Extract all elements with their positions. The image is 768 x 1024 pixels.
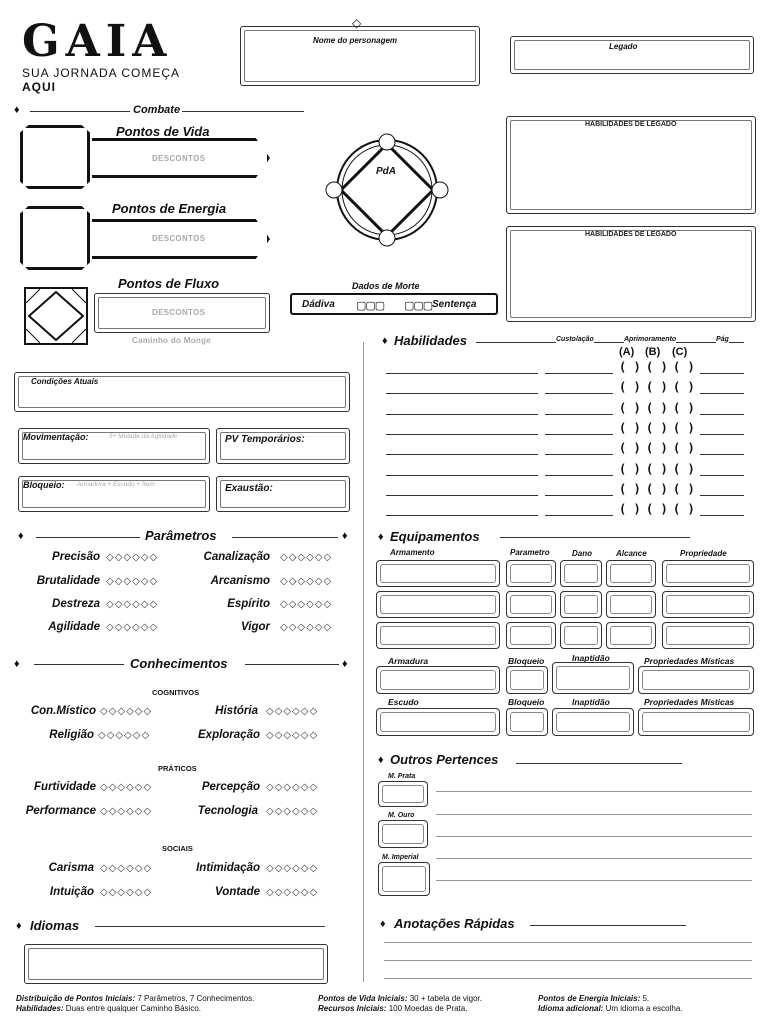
coin-imperial-cell[interactable] — [378, 862, 430, 896]
footer-pe-label: Pontos de Energia Iniciais: — [538, 994, 641, 1003]
equipment-heading: Equipamentos — [390, 529, 480, 544]
footer-pv-label: Pontos de Vida Iniciais: — [318, 994, 408, 1003]
armor-name-cell[interactable] — [376, 666, 500, 694]
pf-discount: DESCONTOS — [152, 308, 206, 317]
footer-abilities-label: Habilidades: — [16, 1004, 64, 1013]
ability-page-line[interactable] — [700, 393, 744, 394]
section-bullet-icon: ♦ — [378, 754, 384, 766]
ability-upgrade-b[interactable]: ( ) — [646, 461, 668, 476]
know-technology: Tecnologia — [197, 805, 258, 817]
column-divider — [363, 342, 364, 982]
weapon-cell[interactable] — [662, 560, 754, 587]
weapon-cell[interactable] — [376, 560, 500, 587]
section-bullet-icon: ♦ — [18, 530, 24, 542]
ability-upgrade-c[interactable]: ( ) — [673, 441, 695, 456]
weapon-cell[interactable] — [606, 560, 656, 587]
ability-page-line[interactable] — [700, 434, 744, 435]
ability-name-line[interactable] — [386, 414, 538, 415]
abilities-cost-header: Custo/ação — [556, 336, 594, 343]
know-history: História — [215, 705, 258, 717]
footer-initial-points-label: Distribuição de Pontos Iniciais: — [16, 994, 136, 1003]
section-bullet-icon: ♦ — [14, 104, 20, 116]
pe-box[interactable] — [20, 206, 90, 270]
ability-upgrade-a[interactable]: ( ) — [619, 420, 641, 435]
pv-title: Pontos de Vida — [116, 124, 210, 139]
knowledge-group-practical: PRÁTICOS — [158, 764, 197, 773]
param-channeling: Canalização — [203, 551, 270, 563]
footer-language-label: Idioma adicional: — [538, 1004, 604, 1013]
upgrade-b-header: (B) — [645, 346, 661, 358]
ability-cost-line[interactable] — [545, 434, 613, 435]
pv-discount: DESCONTOS — [152, 154, 206, 163]
knowledge-group-cognitive: COGNITIVOS — [152, 688, 200, 697]
weapon-col-damage: Dano — [572, 549, 592, 558]
ability-upgrade-b[interactable]: ( ) — [646, 400, 668, 415]
abilities-upgrade-header: Aprimoramento — [624, 336, 677, 343]
ability-page-line[interactable] — [700, 454, 744, 455]
section-bullet-icon: ♦ — [14, 658, 20, 670]
logo-tagline: SUA JORNADA COMEÇA — [22, 66, 180, 80]
ability-upgrade-a[interactable]: ( ) — [619, 360, 641, 374]
ability-upgrade-b[interactable]: ( ) — [646, 380, 668, 395]
shield-name-cell[interactable] — [376, 708, 500, 736]
weapon-cell[interactable] — [506, 622, 556, 649]
footer-pv: 30 + tabela de vigor. — [407, 994, 482, 1003]
param-precision-points[interactable]: ◇◇◇◇◇◇ — [106, 552, 159, 563]
section-bullet-icon: ♦ — [382, 335, 388, 347]
abilities-heading: Habilidades — [394, 333, 467, 348]
movement-hint: 5+ Metade da Agilidade — [109, 433, 178, 440]
know-mystic: Con.Místico — [30, 705, 96, 717]
know-charisma-points[interactable]: ◇◇◇◇◇◇ — [100, 863, 153, 874]
know-intuition-points[interactable]: ◇◇◇◇◇◇ — [100, 887, 153, 898]
exhaustion-box[interactable] — [216, 476, 350, 512]
ability-name-line[interactable] — [386, 475, 538, 476]
know-perception: Percepção — [201, 781, 260, 793]
pe-discount: DESCONTOS — [152, 234, 206, 243]
weapon-col-property: Propriedade — [680, 549, 727, 558]
belongings-line[interactable] — [436, 791, 752, 792]
ability-cost-line[interactable] — [545, 495, 613, 496]
footer-language: Um idioma a escolha. — [603, 1004, 683, 1013]
death-dice-blessing: Dádiva — [302, 299, 335, 310]
death-fail-checkboxes[interactable]: ▢▢▢ — [404, 300, 433, 312]
ability-name-line[interactable] — [386, 393, 538, 394]
ability-upgrade-c[interactable]: ( ) — [673, 481, 695, 496]
footer-pe: 5. — [640, 994, 650, 1003]
ability-upgrade-a[interactable]: ( ) — [619, 380, 641, 395]
weapon-cell[interactable] — [506, 591, 556, 618]
ability-upgrade-a[interactable]: ( ) — [619, 461, 641, 476]
legacy-abilities-box-2[interactable] — [506, 226, 756, 322]
movement-box[interactable] — [18, 428, 210, 464]
pf-note: Caminho do Monge — [132, 336, 212, 345]
coin-silver-cell[interactable] — [378, 781, 428, 807]
param-precision: Precisão — [52, 551, 100, 563]
param-arcanism-points[interactable]: ◇◇◇◇◇◇ — [280, 576, 333, 587]
ability-upgrade-c[interactable]: ( ) — [673, 461, 695, 476]
know-religion-points[interactable]: ◇◇◇◇◇◇ — [98, 730, 151, 741]
param-vigor: Vigor — [241, 621, 270, 633]
shield-col-inaptitude: Inaptidão — [572, 697, 610, 707]
abilities-page-header: Pág — [716, 336, 729, 343]
shield-col-name: Escudo — [388, 697, 419, 707]
death-dice-sentence: Sentença — [432, 299, 477, 310]
ability-page-line[interactable] — [700, 495, 744, 496]
ability-upgrade-c[interactable]: ( ) — [673, 360, 695, 374]
coin-silver-label: M. Prata — [388, 773, 416, 780]
ability-upgrade-c[interactable]: ( ) — [673, 380, 695, 395]
param-brutality: Brutalidade — [36, 575, 100, 587]
weapon-cell[interactable] — [560, 622, 602, 649]
ability-name-line[interactable] — [386, 515, 538, 516]
section-bullet-icon: ♦ — [380, 918, 386, 930]
weapon-col-range: Alcance — [616, 549, 647, 558]
notes-heading: Anotações Rápidas — [394, 916, 515, 931]
param-dexterity: Destreza — [52, 598, 100, 610]
know-will: Vontade — [215, 886, 260, 898]
param-vigor-points[interactable]: ◇◇◇◇◇◇ — [280, 622, 333, 633]
belongings-line[interactable] — [436, 880, 752, 881]
ability-page-line[interactable] — [700, 475, 744, 476]
block-hint: Armadura + Escudo + Item — [77, 481, 155, 488]
shield-mystic-cell[interactable] — [638, 708, 754, 736]
coin-imperial-label: M. Imperial — [382, 854, 419, 861]
pf-diamond-icon — [26, 289, 86, 343]
ability-upgrade-c[interactable]: ( ) — [673, 420, 695, 435]
pv-box[interactable] — [20, 125, 90, 189]
know-intimidation-points[interactable]: ◇◇◇◇◇◇ — [266, 863, 319, 874]
footer-resources: 100 Moedas de Prata. — [386, 1004, 468, 1013]
upgrade-a-header: (A) — [619, 346, 635, 358]
armor-col-name: Armadura — [388, 656, 429, 666]
logo-tagline-bold: AQUI — [22, 80, 56, 94]
ability-upgrade-b[interactable]: ( ) — [646, 502, 668, 517]
know-stealth-points[interactable]: ◇◇◇◇◇◇ — [100, 782, 153, 793]
conditions-box[interactable] — [14, 372, 350, 412]
logo — [22, 16, 202, 94]
legacy-label: Legado — [609, 42, 638, 51]
knowledge-group-social: SOCIAIS — [162, 844, 193, 853]
ability-cost-line[interactable] — [545, 515, 613, 516]
know-history-points[interactable]: ◇◇◇◇◇◇ — [266, 706, 319, 717]
ability-name-line[interactable] — [386, 434, 538, 435]
shield-inaptitude-cell[interactable] — [552, 708, 634, 736]
know-stealth: Furtividade — [34, 781, 96, 793]
block-box[interactable] — [18, 476, 210, 512]
pda-emblem[interactable] — [322, 132, 452, 250]
footer-left — [16, 994, 254, 1014]
section-bullet-icon: ♦ — [378, 531, 384, 543]
combat-heading: Combate — [133, 104, 181, 116]
param-agility: Agilidade — [48, 621, 100, 633]
diamond-ornament-icon: ◇ — [352, 16, 362, 30]
ability-upgrade-c[interactable]: ( ) — [673, 502, 695, 517]
notes-line[interactable] — [384, 978, 752, 979]
armor-col-inaptitude: Inaptidão — [572, 653, 610, 663]
belongings-line[interactable] — [436, 814, 752, 815]
notes-line[interactable] — [384, 960, 752, 961]
parameters-heading: Parâmetros — [145, 528, 217, 543]
know-performance-points[interactable]: ◇◇◇◇◇◇ — [100, 806, 153, 817]
ability-upgrade-a[interactable]: ( ) — [619, 481, 641, 496]
block-label: Bloqueio: — [23, 480, 65, 490]
pf-title: Pontos de Fluxo — [118, 276, 220, 291]
armor-col-mystic: Propriedades Místicas — [644, 656, 735, 666]
param-spirit-points[interactable]: ◇◇◇◇◇◇ — [280, 599, 333, 610]
weapon-cell[interactable] — [606, 591, 656, 618]
coin-gold-cell[interactable] — [378, 820, 428, 848]
weapon-cell[interactable] — [662, 591, 754, 618]
movement-label: Movimentação: — [23, 432, 89, 442]
footer-initial-points: 7 Parâmetros, 7 Conhecimentos. — [135, 994, 255, 1003]
ability-cost-line[interactable] — [545, 475, 613, 476]
temp-pv-label: PV Temporários: — [225, 434, 305, 445]
belongings-line[interactable] — [436, 836, 752, 837]
character-name-field[interactable] — [240, 26, 480, 86]
param-arcanism: Arcanismo — [210, 575, 270, 587]
know-will-points[interactable]: ◇◇◇◇◇◇ — [266, 887, 319, 898]
know-intimidation: Intimidação — [196, 862, 260, 874]
ability-upgrade-c[interactable]: ( ) — [673, 400, 695, 415]
know-exploration-points[interactable]: ◇◇◇◇◇◇ — [266, 730, 319, 741]
ability-cost-line[interactable] — [545, 373, 613, 374]
footer-resources-label: Recursos Iniciais: — [318, 1004, 387, 1013]
ability-upgrade-a[interactable]: ( ) — [619, 400, 641, 415]
weapon-cell[interactable] — [606, 622, 656, 649]
shield-block-cell[interactable] — [506, 708, 548, 736]
ability-upgrade-b[interactable]: ( ) — [646, 360, 668, 374]
know-religion: Religião — [49, 729, 94, 741]
shield-col-mystic: Propriedades Místicas — [644, 697, 735, 707]
section-bullet-icon: ♦ — [16, 920, 22, 932]
ability-name-line[interactable] — [386, 454, 538, 455]
legacy-field[interactable] — [510, 36, 754, 74]
legacy-abilities-title-2: HABILIDADES DE LEGADO — [585, 231, 677, 238]
weapon-col-name: Armamento — [390, 548, 435, 557]
ability-upgrade-b[interactable]: ( ) — [646, 420, 668, 435]
param-agility-points[interactable]: ◇◇◇◇◇◇ — [106, 622, 159, 633]
know-perception-points[interactable]: ◇◇◇◇◇◇ — [266, 782, 319, 793]
legacy-abilities-box-1[interactable] — [506, 116, 756, 214]
ability-upgrade-b[interactable]: ( ) — [646, 481, 668, 496]
ability-name-line[interactable] — [386, 373, 538, 374]
coin-gold-label: M. Ouro — [388, 812, 415, 819]
upgrade-c-header: (C) — [672, 346, 688, 358]
belongings-line[interactable] — [436, 858, 752, 859]
death-success-checkboxes[interactable]: ▢▢▢ — [356, 300, 385, 312]
pda-label: PdA — [376, 166, 396, 177]
param-brutality-points[interactable]: ◇◇◇◇◇◇ — [106, 576, 159, 587]
weapon-cell[interactable] — [506, 560, 556, 587]
weapon-cell[interactable] — [560, 560, 602, 587]
section-bullet-icon: ♦ — [342, 530, 348, 542]
armor-block-cell[interactable] — [506, 666, 548, 694]
armor-inaptitude-cell[interactable] — [552, 662, 634, 694]
languages-heading: Idiomas — [30, 918, 80, 933]
knowledge-heading: Conhecimentos — [130, 656, 228, 671]
ability-cost-line[interactable] — [545, 414, 613, 415]
param-dexterity-points[interactable]: ◇◇◇◇◇◇ — [106, 599, 159, 610]
languages-box[interactable] — [24, 944, 328, 984]
weapon-cell[interactable] — [560, 591, 602, 618]
pf-box[interactable] — [24, 287, 88, 345]
section-bullet-icon: ♦ — [342, 658, 348, 670]
know-technology-points[interactable]: ◇◇◇◇◇◇ — [266, 806, 319, 817]
logo-title: GAIA — [22, 16, 173, 67]
armor-mystic-cell[interactable] — [638, 666, 754, 694]
legacy-abilities-title-1: HABILIDADES DE LEGADO — [585, 121, 677, 128]
ability-upgrade-a[interactable]: ( ) — [619, 502, 641, 517]
know-intuition: Intuição — [49, 886, 94, 898]
character-name-label: Nome do personagem — [313, 36, 398, 45]
ability-upgrade-b[interactable]: ( ) — [646, 441, 668, 456]
exhaustion-label: Exaustão: — [225, 483, 273, 494]
weapon-cell[interactable] — [376, 591, 500, 618]
know-mystic-points[interactable]: ◇◇◇◇◇◇ — [100, 706, 153, 717]
footer-abilities: Duas entre qualquer Caminho Básico. — [63, 1004, 201, 1013]
armor-col-block: Bloqueio — [508, 656, 545, 666]
temp-pv-box[interactable] — [216, 428, 350, 464]
notes-line[interactable] — [384, 942, 752, 943]
belongings-heading: Outros Pertences — [390, 752, 499, 767]
weapon-cell[interactable] — [662, 622, 754, 649]
ability-page-line[interactable] — [700, 414, 744, 415]
shield-col-block: Bloqueio — [508, 697, 545, 707]
weapon-cell[interactable] — [376, 622, 500, 649]
footer-middle — [318, 994, 482, 1014]
conditions-label: Condições Atuais — [31, 377, 99, 386]
ability-name-line[interactable] — [386, 495, 538, 496]
param-channeling-points[interactable]: ◇◇◇◇◇◇ — [280, 552, 333, 563]
footer-right — [538, 994, 683, 1014]
ability-upgrade-a[interactable]: ( ) — [619, 441, 641, 456]
death-dice-title: Dados de Morte — [352, 281, 420, 291]
pe-title: Pontos de Energia — [112, 201, 227, 216]
know-performance: Performance — [25, 805, 96, 817]
param-spirit: Espírito — [227, 598, 270, 610]
ability-page-line[interactable] — [700, 515, 744, 516]
weapon-col-param: Parametro — [510, 548, 550, 557]
ability-cost-line[interactable] — [545, 454, 613, 455]
ability-page-line[interactable] — [700, 373, 744, 374]
ability-cost-line[interactable] — [545, 393, 613, 394]
know-charisma: Carisma — [48, 862, 94, 874]
know-exploration: Exploração — [198, 729, 260, 741]
